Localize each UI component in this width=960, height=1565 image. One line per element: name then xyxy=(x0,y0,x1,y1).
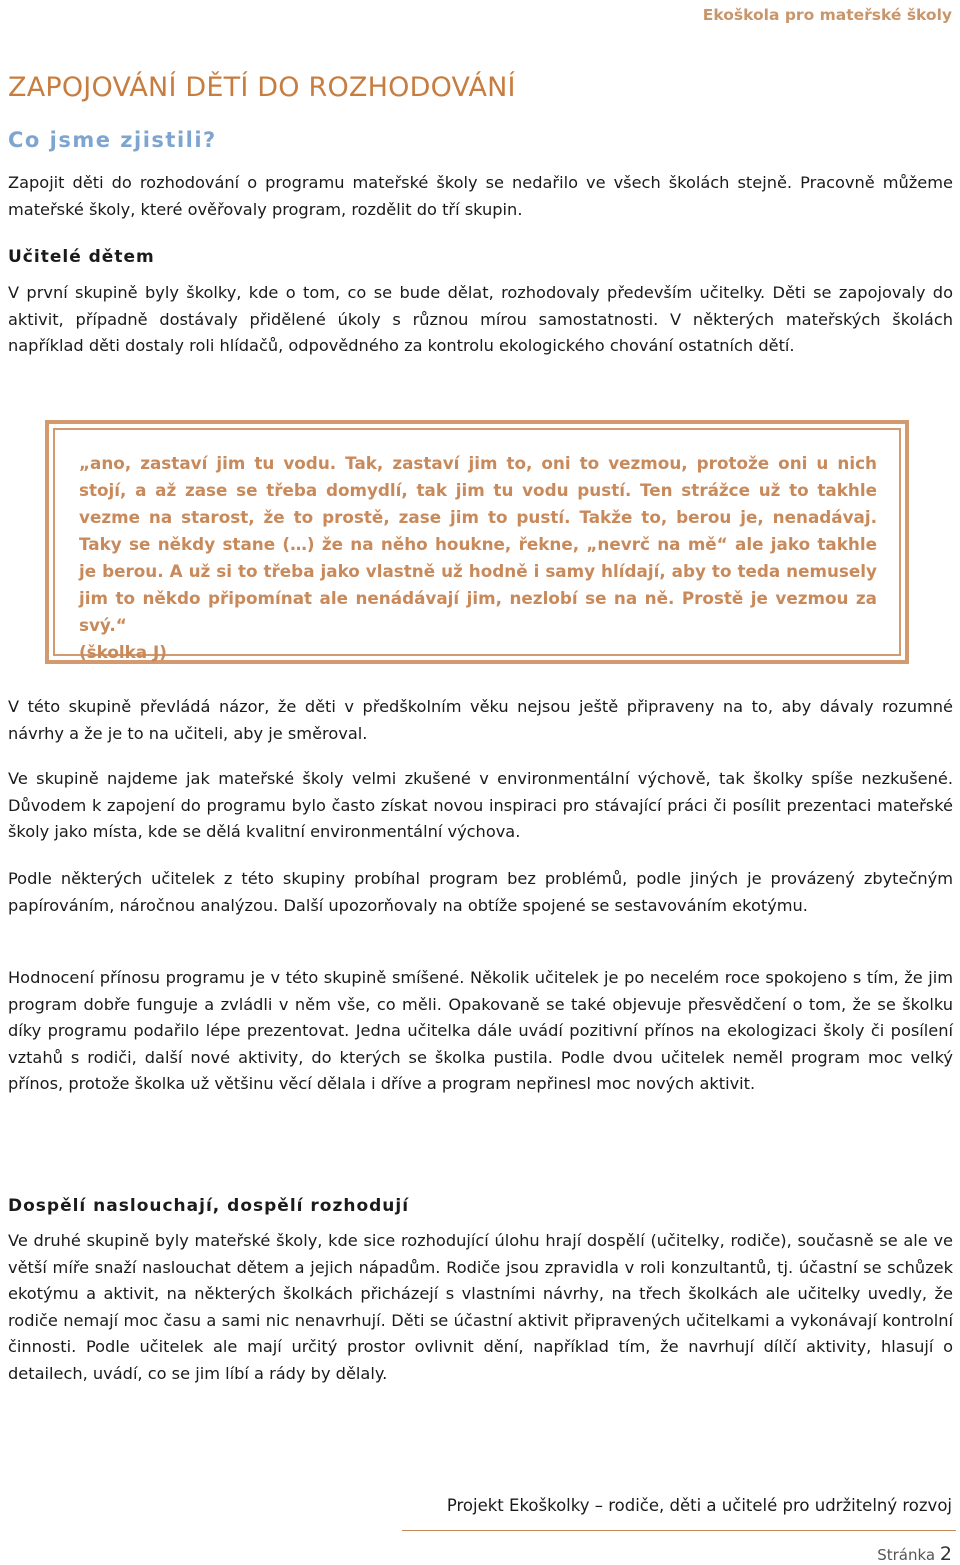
section-subtitle: Co jsme zjistili? xyxy=(8,128,217,152)
section1-paragraph-5: Hodnocení přínosu programu je v této skupině smíšené. Několik učitelek je po necelém roce spokojeno s tím, že jim program dobře funguje a zvládli v něm vše, co měli. Opakovaně se také objevuje přesvědčení o tom, že se školku díky programu podařilo lépe prezentovat. Jedna učitelka dále uvádí pozitivní přínos na ekologizaci školy či posílení vztahů s rodiči, další nové aktivity, do kterých se školka pustila. Podle dvou učitelek neměl program moc velký přínos, protože školka už většinu věcí dělala i dříve a program nepřinesl moc nových aktivit. xyxy=(8,968,953,1093)
section1-paragraph-2: V této skupině převládá názor, že děti v předškolním věku nejsou ještě připraveny na to, aby dávaly rozumné návrhy a že je to na učiteli, aby je směroval. xyxy=(8,697,953,743)
page-label: Stránka xyxy=(877,1546,936,1564)
footer-divider xyxy=(402,1530,956,1531)
intro-paragraph: Zapojit děti do rozhodování o programu mateřské školy se nedařilo ve všech školách stejně. Pracovně můžeme mateřské školy, které ověřovaly program, rozdělit do tří skupin. xyxy=(8,173,953,219)
quote-source: (školka J) xyxy=(79,642,167,662)
running-header: Ekoškola pro mateřské školy xyxy=(702,6,952,24)
quote-body: „ano, zastaví jim tu vodu. Tak, zastaví jim to, oni to vezmou, protože oni u nich stojí, a až zase se třeba domydlí, tak jim tu vodu pustí. Ten strážce už to takhle vezme na starost, že to prostě, zase jim to pustí. Takže to, berou je, nenadávaj. Taky se někdy stane (…) že na něho houkne, řekne, „nevrč na mě“ ale jako takhle je berou. A už si to třeba jako vlastně už hodně i samy hlídají, aby to teda nemusely jim to někdo připomínat ale nenádávají jim, nezlobí se na ně. Prostě je vezmou za svý.“ xyxy=(79,453,877,635)
section2-paragraph-1: Ve druhé skupině byly mateřské školy, kde sice rozhodující úlohu hrají dospělí (učitelky, rodiče), současně se ale ve větší míře snaží naslouchat dětem a jejich nápadům. Rodiče jsou zpravidla v roli konzultantů, tj. účastní se schůzek ekotýmu a aktivit, na některých školkách přicházejí s vlastními návrhy, na třech školkách ale učitelky uvedly, že rodiče nemají moc času a sami nic nenavrhují. Děti se účastní aktivit připravených učitelkami a vykonávají kontrolní činnosti. Podle učitelek ale mají určitý prostor ovlivnit dění, například tím, že navrhují dílčí aktivity, hlasují o detailech, uvádí, co se jim líbí a rády by dělaly. xyxy=(8,1231,953,1383)
footer-project: Projekt Ekoškolky – rodiče, děti a učitelé pro udržitelný rozvoj xyxy=(446,1496,952,1515)
page-title: ZAPOJOVÁNÍ DĚTÍ DO ROZHODOVÁNÍ xyxy=(8,72,516,103)
section-heading-dospeli: Dospělí naslouchají, dospělí rozhodují xyxy=(8,1196,410,1216)
quote-box xyxy=(45,420,909,664)
page-number-value: 2 xyxy=(939,1543,952,1565)
section-heading-ucitele-detem: Učitelé dětem xyxy=(8,247,155,267)
page-number xyxy=(877,1543,952,1565)
quote-inner-frame xyxy=(53,428,901,662)
section1-paragraph-3: Ve skupině najdeme jak mateřské školy velmi zkušené v environmentální výchově, tak školky spíše nezkušené. Důvodem k zapojení do programu bylo často získat novou inspiraci pro stávající práci či posílit prezentaci mateřské školy jako místa, kde se dělá kvalitní environmentální výchova. xyxy=(8,769,953,841)
quote-text xyxy=(79,450,877,666)
section1-paragraph-1: V první skupině byly školky, kde o tom, co se bude dělat, rozhodovaly především učitelky. Děti se zapojovaly do aktivit, případně dostávaly přidělené úkoly s různou mírou samostatnosti. V některých mateřských školách například děti dostaly roli hlídačů, odpovědného za kontrolu ekologického chování ostatních dětí. xyxy=(8,283,953,355)
section1-paragraph-4: Podle některých učitelek z této skupiny probíhal program bez problémů, podle jiných je provázený zbytečným papírováním, náročnou analýzou. Další upozorňovaly na obtíže spojené se sestavováním ekotýmu. xyxy=(8,869,953,915)
